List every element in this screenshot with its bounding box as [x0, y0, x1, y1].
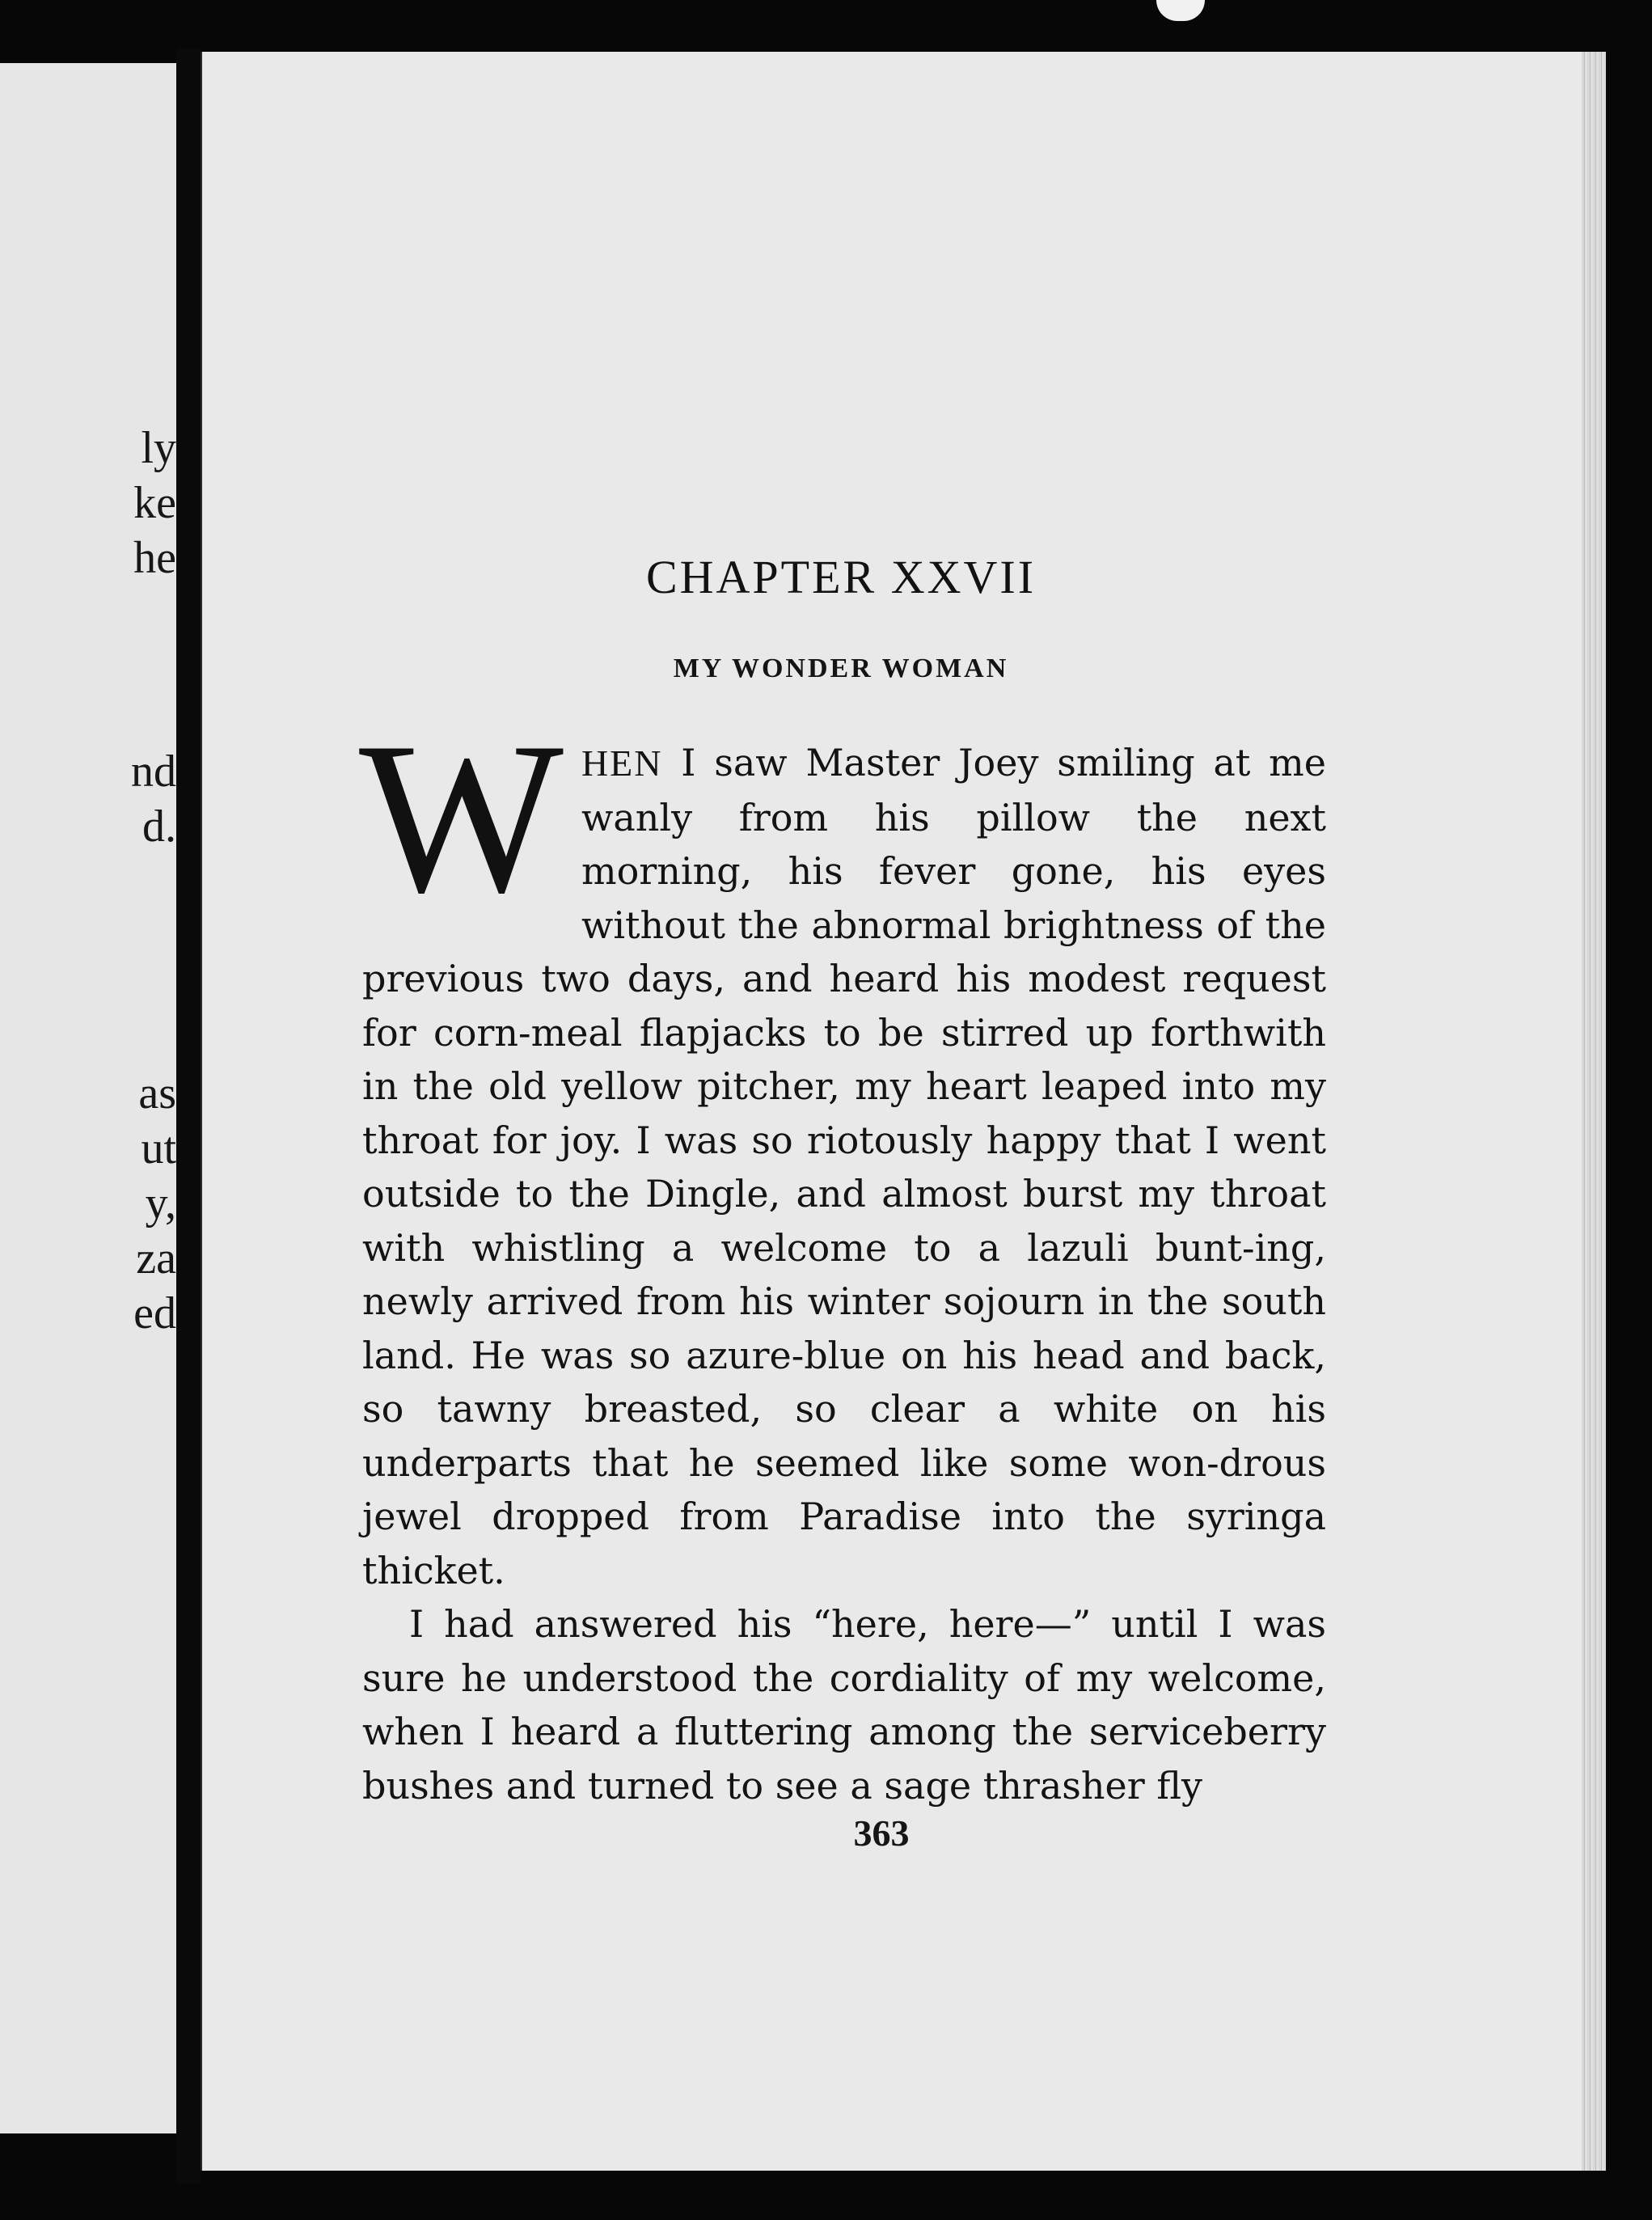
chapter-body [359, 697, 1326, 1812]
left-fragment: d. [142, 801, 176, 852]
paragraph-1 [359, 697, 1326, 1597]
book-spine-gutter [176, 49, 201, 2184]
left-facing-page [0, 63, 176, 2133]
left-fragment: za [136, 1233, 176, 1283]
page-edge [1582, 52, 1606, 2171]
paragraph-2: I had answered his “here, here—” until I was sure he understood the cordiality of my welcome, when I heard a fluttering among the serviceberry bushes and turned to see a sage thrasher fly [362, 1602, 1326, 1808]
left-fragment: y, [145, 1178, 176, 1228]
left-fragment: ly [141, 423, 176, 473]
paragraph-1-text: I saw Master Joey smiling at me wanly from his pillow the next morning, his fever gone, his eyes without the abnormal brightness of the previous two days, and heard his modest request for corn-meal flapjacks to be stirred up forthwith in the old yellow pitcher, my heart leaped into my throat for joy. I was so riotously happy that I went outside to the Dingle, and almost burst my throat with whistling a welcome to a lazuli bunt-ing, newly arrived from his winter sojourn in the south land. He was so azure-blue on his head and back, so tawny breasted, so clear a white on his underparts that he seemed like some won-drous jewel dropped from Paradise into the syringa thicket. [362, 741, 1326, 1592]
left-fragment: ed [133, 1288, 176, 1338]
left-fragment: ke [133, 478, 176, 528]
chapter-title: CHAPTER XXVII [645, 551, 1037, 603]
chapter-subtitle: MY WONDER WOMAN [673, 653, 1009, 683]
lead-word: HEN [581, 742, 663, 784]
drop-cap: W [359, 697, 564, 937]
left-fragment: ut [141, 1123, 176, 1173]
page-number: 363 [853, 1812, 910, 1854]
left-fragment: he [133, 533, 176, 583]
left-fragment: nd [131, 746, 176, 797]
left-fragment: as [138, 1068, 176, 1118]
